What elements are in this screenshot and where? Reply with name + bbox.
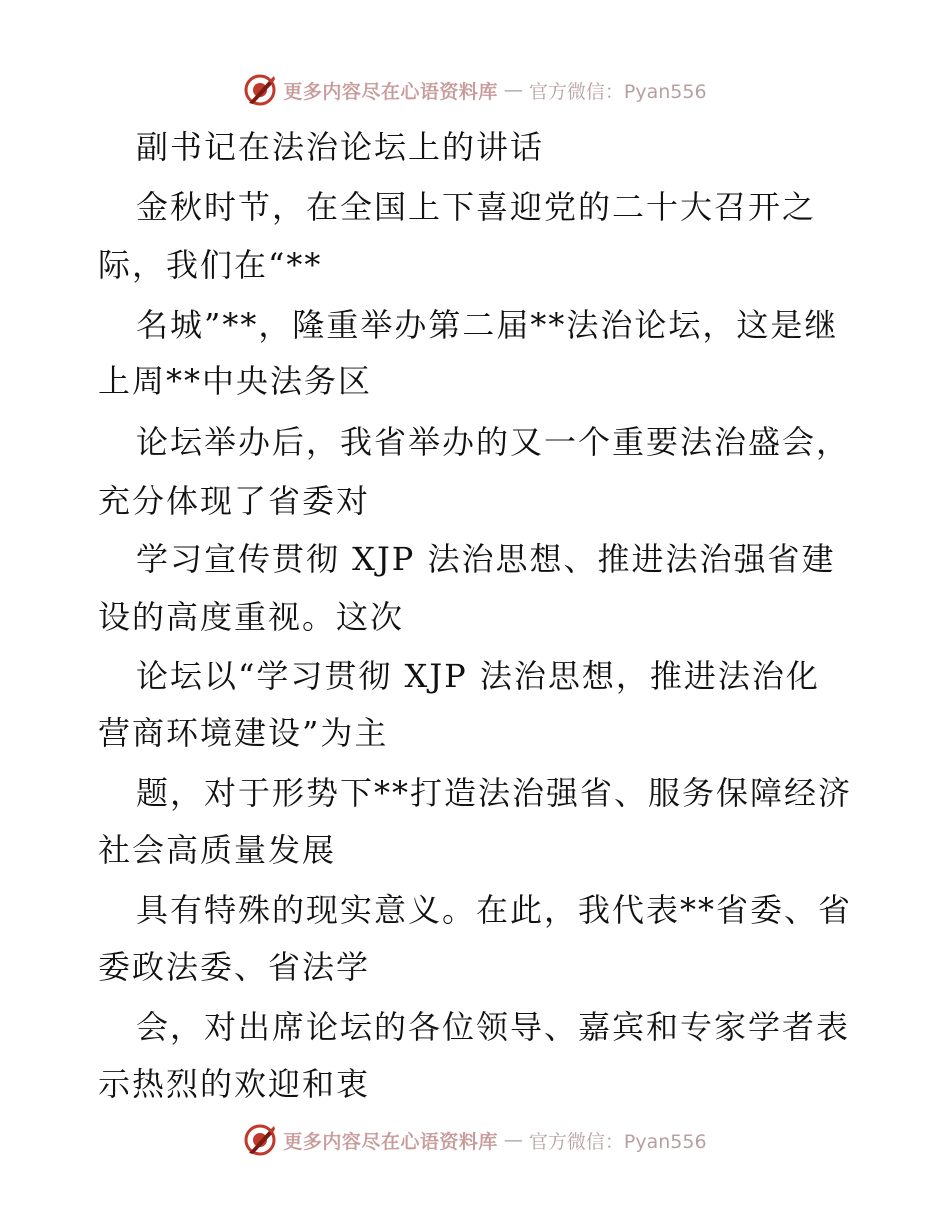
banner-content	[243, 73, 706, 107]
banner-dash: —	[503, 1129, 523, 1151]
paragraph-line: 名城”**，隆重举办第二届**法治论坛，这是继	[136, 306, 839, 344]
document-title: 副书记在法治论坛上的讲话	[136, 128, 545, 166]
banner-wechat-text: 官方微信：Pyan556	[528, 80, 707, 103]
paragraph-line: 委政法委、省法学	[98, 948, 371, 986]
paragraph-line: 学习宣传贯彻 XJP 法治思想、推进法治强省建	[136, 540, 836, 578]
paragraph-line: 示热烈的欢迎和衷	[98, 1065, 371, 1103]
paragraph-line: 会，对出席论坛的各位领导、嘉宾和专家学者表	[136, 1008, 851, 1046]
banner-content	[243, 1123, 706, 1157]
footer-banner	[0, 1120, 950, 1160]
paragraph-line: 充分体现了省委对	[98, 482, 371, 520]
paragraph-line: 上周**中央法务区	[98, 362, 373, 400]
banner-site-text: 更多内容尽在心语资料库	[283, 1130, 498, 1153]
banner-dash: —	[503, 79, 523, 101]
paragraph-line: 际，我们在“**	[98, 246, 323, 284]
banner-wechat-text: 官方微信：Pyan556	[528, 1130, 707, 1153]
quill-seal-logo-icon	[243, 73, 277, 107]
paragraph-line: 论坛举办后，我省举办的又一个重要法治盛会，	[136, 423, 851, 461]
quill-seal-logo-icon	[243, 1123, 277, 1157]
paragraph-line: 具有特殊的现实意义。在此，我代表**省委、省	[136, 891, 853, 929]
paragraph-line: 营商环境建设”为主	[98, 714, 389, 752]
paragraph-line: 设的高度重视。这次	[98, 598, 405, 636]
paragraph-line: 社会高质量发展	[98, 831, 337, 869]
paragraph-line: 金秋时节，在全国上下喜迎党的二十大召开之	[136, 188, 817, 226]
banner-site-text: 更多内容尽在心语资料库	[283, 80, 498, 103]
paragraph-line: 题，对于形势下**打造法治强省、服务保障经济	[136, 774, 853, 812]
header-banner	[0, 70, 950, 110]
paragraph-line: 论坛以“学习贯彻 XJP 法治思想，推进法治化	[136, 657, 820, 695]
